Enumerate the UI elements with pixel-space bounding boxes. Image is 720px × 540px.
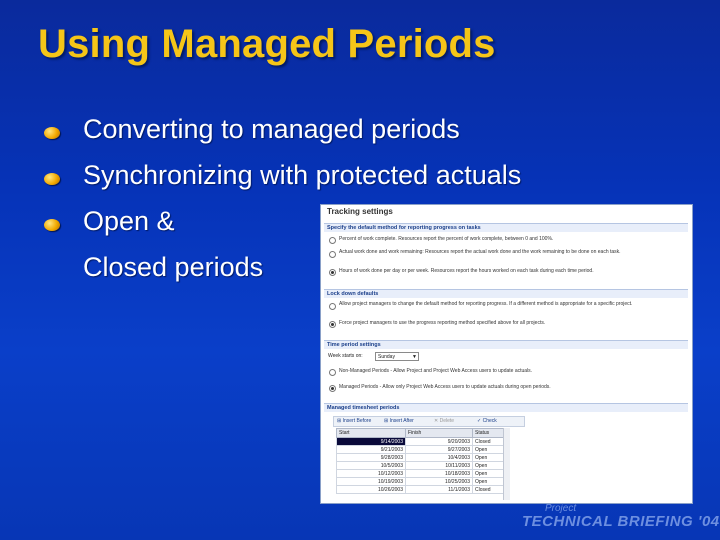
check-button[interactable]: ✓ Check (477, 418, 497, 424)
cell-start[interactable]: 9/28/2003 (337, 454, 406, 462)
option-label: Actual work done and work remaining: Resources report the actual work done and the work remaining to be done on each task. (339, 249, 621, 255)
table-row[interactable] (337, 486, 508, 494)
radio-hours-per-day[interactable] (329, 269, 336, 276)
table-row[interactable] (337, 478, 508, 486)
insert-after-button[interactable]: ⊞ Insert After (384, 418, 414, 424)
cell-finish[interactable]: 10/18/2003 (406, 470, 473, 478)
radio-managed[interactable] (329, 385, 336, 392)
cell-status[interactable]: Closed (473, 438, 508, 446)
table-row[interactable] (337, 462, 508, 470)
section-heading: Specify the default method for reporting progress on tasks (324, 223, 688, 232)
cell-finish[interactable]: 11/1/2003 (406, 486, 473, 494)
option-label: Allow project managers to change the default method for reporting progress. If a different method is appropriate for a specific project. (339, 301, 633, 307)
radio-percent-complete[interactable] (329, 237, 336, 244)
table-header-row (337, 429, 508, 438)
bullet-continuation: Closed periods (83, 252, 264, 282)
section-heading: Lock down defaults (324, 289, 688, 298)
bullet-icon (44, 127, 60, 139)
timesheet-toolbar (333, 416, 525, 427)
delete-button[interactable]: ✕ Delete (434, 418, 455, 424)
slide-title: Using Managed Periods (38, 22, 496, 66)
chevron-down-icon: ▼ (412, 354, 417, 360)
option-label: Percent of work complete. Resources report the percent of work complete, between 0 and 100%. (339, 236, 554, 242)
cell-start[interactable]: 9/14/2003 (337, 438, 406, 446)
cell-start[interactable]: 10/12/2003 (337, 470, 406, 478)
brand-product: Project (545, 503, 577, 514)
cell-finish[interactable]: 10/11/2003 (406, 462, 473, 470)
bullet-text: Open & (83, 206, 175, 236)
cell-status[interactable]: Open (473, 454, 508, 462)
option-label: Non-Managed Periods - Allow Project and Project Web Access users to update actuals. (339, 368, 533, 374)
cell-finish[interactable]: 9/27/2003 (406, 446, 473, 454)
week-starts-label: Week starts on: (328, 353, 363, 359)
table-row[interactable] (337, 438, 508, 446)
delete-icon: ✕ (434, 418, 439, 424)
cell-start[interactable]: 10/5/2003 (337, 462, 406, 470)
bullet-icon (44, 173, 60, 185)
cell-status[interactable]: Open (473, 446, 508, 454)
panel-title: Tracking settings (327, 207, 393, 216)
check-icon: ✓ (477, 418, 482, 424)
week-starts-value: Sunday (378, 354, 395, 360)
option-label: Hours of work done per day or per week. Resources report the hours worked on each task during each time period. (339, 268, 594, 274)
table-row[interactable] (337, 470, 508, 478)
insert-icon: ⊞ (337, 418, 342, 424)
tracking-settings-screenshot (320, 204, 693, 504)
radio-force-method[interactable] (329, 321, 336, 328)
radio-non-managed[interactable] (329, 369, 336, 376)
column-header-finish[interactable]: Finish (406, 429, 473, 438)
cell-status[interactable]: Open (473, 470, 508, 478)
cell-finish[interactable]: 10/25/2003 (406, 478, 473, 486)
radio-actual-work[interactable] (329, 251, 336, 258)
section-heading: Time period settings (324, 340, 688, 349)
week-starts-select[interactable] (375, 352, 419, 361)
option-label: Force project managers to use the progress reporting method specified above for all projects. (339, 320, 546, 326)
cell-status[interactable]: Open (473, 462, 508, 470)
column-header-status[interactable]: Status (473, 429, 508, 438)
insert-icon: ⊞ (384, 418, 389, 424)
bullet-text: Converting to managed periods (83, 114, 460, 144)
option-label: Managed Periods - Allow only Project Web Access users to update actuals during open periods. (339, 384, 551, 390)
cell-status[interactable]: Closed (473, 486, 508, 494)
insert-before-button[interactable]: ⊞ Insert Before (337, 418, 372, 424)
cell-start[interactable]: 10/19/2003 (337, 478, 406, 486)
cell-status[interactable]: Open (473, 478, 508, 486)
column-header-start[interactable]: Start (337, 429, 406, 438)
timesheet-periods-table (336, 428, 508, 494)
brand-event: TECHNICAL BRIEFING '04 (522, 513, 720, 530)
table-row[interactable] (337, 446, 508, 454)
cell-start[interactable]: 9/21/2003 (337, 446, 406, 454)
table-scrollbar[interactable] (503, 428, 510, 500)
section-heading: Managed timesheet periods (324, 403, 688, 412)
bullet-text: Synchronizing with protected actuals (83, 160, 522, 190)
radio-allow-change[interactable] (329, 303, 336, 310)
cell-finish[interactable]: 9/20/2003 (406, 438, 473, 446)
cell-start[interactable]: 10/26/2003 (337, 486, 406, 494)
bullet-icon (44, 219, 60, 231)
cell-finish[interactable]: 10/4/2003 (406, 454, 473, 462)
table-row[interactable] (337, 454, 508, 462)
